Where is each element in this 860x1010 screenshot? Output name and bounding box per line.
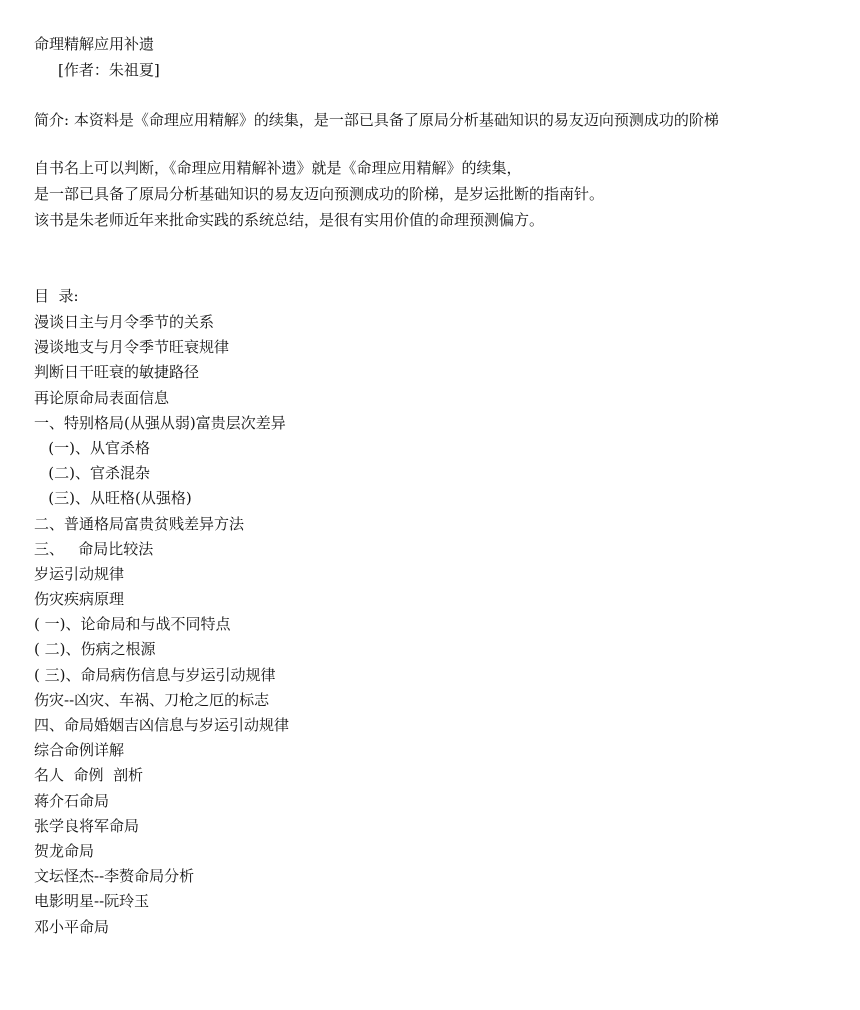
document-title: 命理精解应用补遗 xyxy=(34,35,155,53)
toc-item: 贺龙命局 xyxy=(34,841,95,860)
toc-item: 文坛怪杰--李赘命局分析 xyxy=(34,867,195,886)
toc-item: 二、普通格局富贵贫贱差异方法 xyxy=(34,514,245,533)
toc-item: 伤灾疾病原理 xyxy=(34,590,125,609)
toc-item: (二)、官杀混杂 xyxy=(34,464,151,483)
toc-item: 张学良将军命局 xyxy=(34,816,140,835)
toc-item: ( 三)、命局病伤信息与岁运引动规律 xyxy=(34,665,276,684)
toc-item: 电影明星--阮玲玉 xyxy=(34,892,150,911)
description-line: 自书名上可以判断，《命理应用精解补遗》就是《命理应用精解》的续集， xyxy=(34,159,522,177)
toc-item: 蒋介石命局 xyxy=(34,791,110,810)
description-line: 是一部已具备了原局分析基础知识的易友迈向预测成功的阶梯，是岁运批断的指南针。 xyxy=(34,185,605,203)
table-of-contents xyxy=(34,310,289,940)
toc-item: ( 一)、论命局和与战不同特点 xyxy=(34,615,231,634)
toc-item: (三)、从旺格(从强格) xyxy=(34,489,192,508)
toc-item: 漫谈地支与月令季节旺衰规律 xyxy=(34,338,230,357)
toc-item: 三、 命局比较法 xyxy=(34,539,154,558)
toc-item: 伤灾--凶灾、车祸、刀枪之厄的标志 xyxy=(34,690,270,709)
toc-heading: 目 录: xyxy=(34,287,79,305)
toc-item: 一、特别格局(从强从弱)富贵层次差异 xyxy=(34,413,286,432)
toc-item: ( 二)、伤病之根源 xyxy=(34,640,156,659)
toc-item: 邓小平命局 xyxy=(34,917,110,936)
toc-item: 岁运引动规律 xyxy=(34,564,125,583)
toc-item: (一)、从官杀格 xyxy=(34,438,151,457)
toc-item: 综合命例详解 xyxy=(34,741,125,760)
intro-paragraph: 简介: 本资料是《命理应用精解》的续集，是一部已具备了原局分析基础知识的易友迈向预测成功的阶梯 xyxy=(34,111,719,129)
toc-item: 漫谈日主与月令季节的关系 xyxy=(34,313,215,331)
author-line: [作者：朱祖夏] xyxy=(58,61,160,79)
toc-item: 名人 命例 剖析 xyxy=(34,766,144,785)
toc-item: 再论原命局表面信息 xyxy=(34,388,170,407)
description-line: 该书是朱老师近年来批命实践的系统总结，是很有实用价值的命理预测偏方。 xyxy=(34,211,545,229)
toc-item: 判断日干旺衰的敏捷路径 xyxy=(34,363,200,382)
toc-item: 四、命局婚姻吉凶信息与岁运引动规律 xyxy=(34,716,290,734)
